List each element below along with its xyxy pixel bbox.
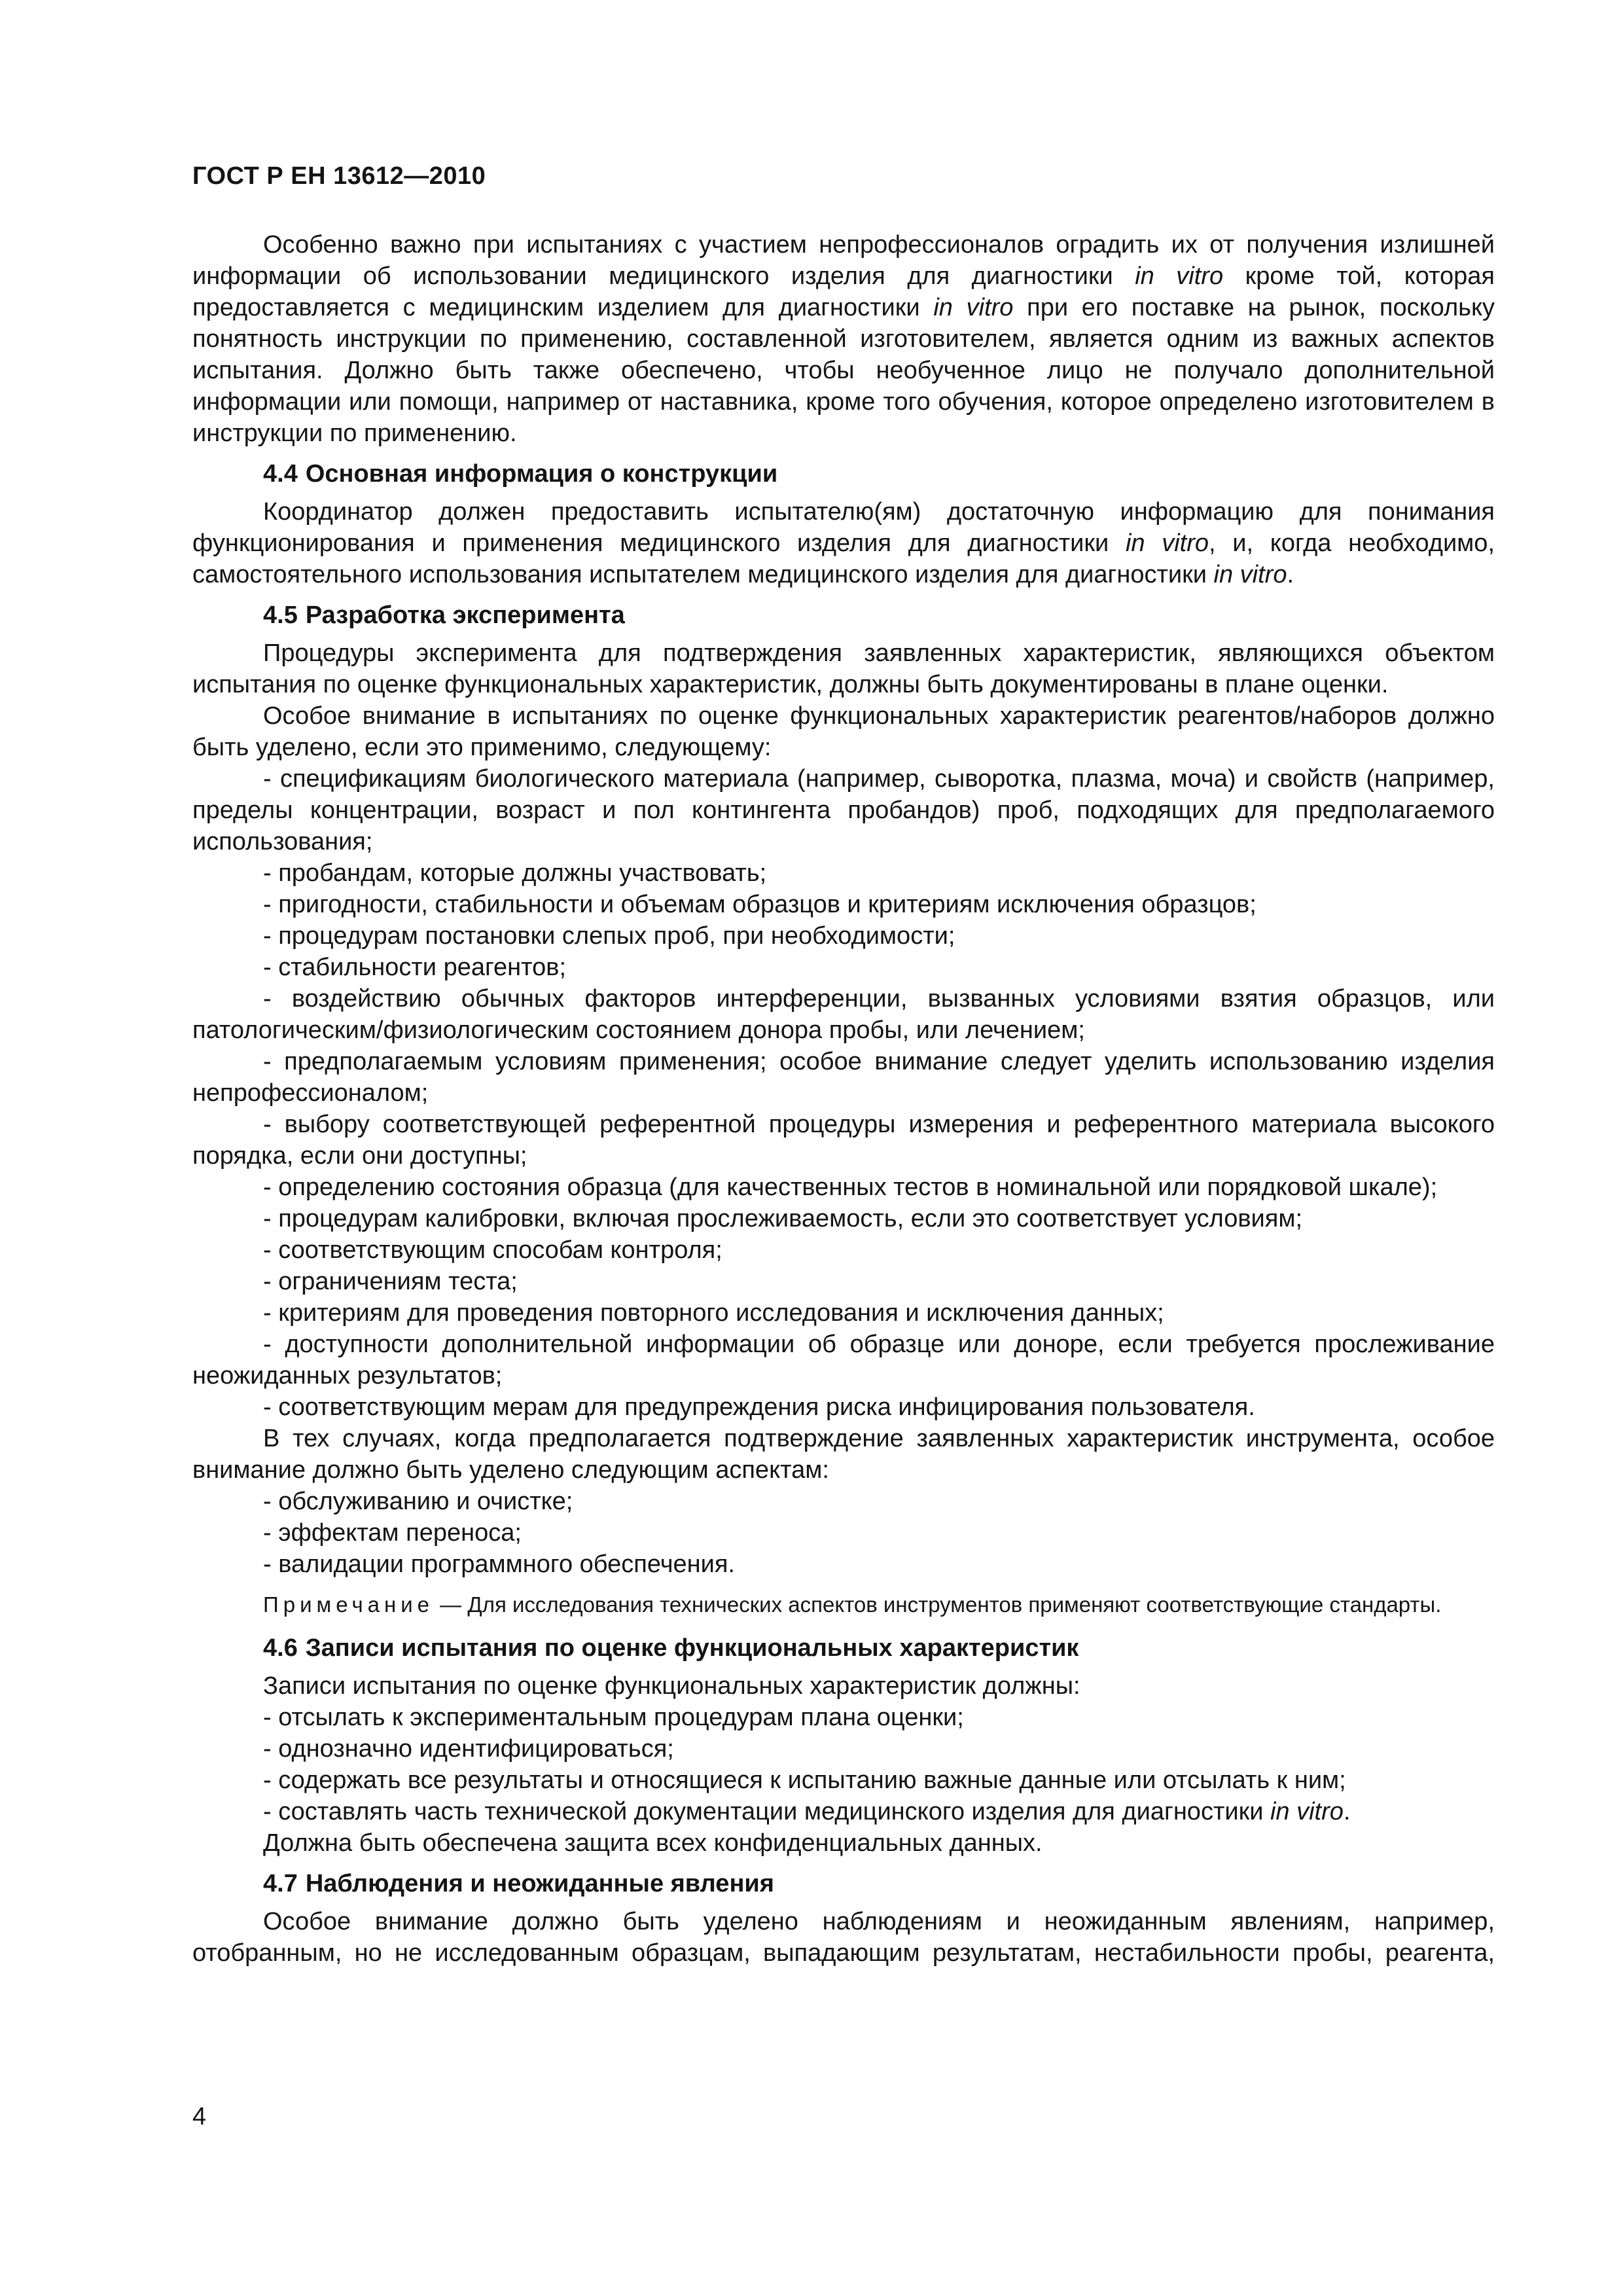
section-4-7-paragraph: Особое внимание должно быть уделено наблюдениям и неожиданным явлениям, например, отобранным, но не исследованным образцам, выпадающим результатам, нестабильности пробы, реагента,	[192, 1908, 1495, 1967]
list-item: - соответствующим мерам для предупреждения риска инфицирования пользователя.	[263, 1393, 1255, 1421]
list-item: - однозначно идентифицироваться;	[263, 1735, 674, 1763]
list-item: - валидации программного обеспечения.	[263, 1551, 735, 1578]
list-item: - процедурам калибровки, включая прослеживаемость, если это соответствует условиям;	[263, 1205, 1303, 1232]
list-item: - стабильности реагентов;	[263, 954, 566, 981]
section-4-5-note: Примечание — Для исследования технических аспектов инструментов применяют соответствующие стандарты.	[263, 1592, 1442, 1617]
section-4-6-heading: 4.6 Записи испытания по оценке функциональных характеристик	[263, 1634, 1079, 1662]
section-4-6-paragraph-2: Должна быть обеспечена защита всех конфиденциальных данных.	[263, 1829, 1043, 1857]
section-4-4-heading: 4.4 Основная информация о конструкции	[263, 460, 778, 488]
list-item: - доступности дополнительной информации об образце или доноре, если требуется прослеживание неожиданных результатов;	[192, 1331, 1495, 1390]
section-4-7-heading: 4.7 Наблюдения и неожиданные явления	[263, 1870, 774, 1897]
list-item: - определению состояния образца (для качественных тестов в номинальной или порядковой шкале);	[263, 1174, 1438, 1201]
list-item: - отсылать к экспериментальным процедурам плана оценки;	[263, 1704, 964, 1731]
list-item: - содержать все результаты и относящиеся к испытанию важные данные или отсылать к ним;	[263, 1767, 1346, 1794]
section-4-5-heading: 4.5 Разработка эксперимента	[263, 601, 625, 629]
document-code-header: ГОСТ Р ЕН 13612—2010	[192, 162, 486, 190]
intro-paragraph: Особенно важно при испытаниях с участием непрофессионалов оградить их от получения излишней информации об использовании медицинского изделия для диагностики in vitro кроме той, которая предоставляется с медицинским изделием для диагностики in vitro при его поставке на рынок, поскольку понятность инструкции по применению, составленной изготовителем, является одним из важных аспектов испытания. Должно быть также обеспечено, чтобы необученное лицо не получало дополнительной информации или помощи, например от наставника, кроме того обучения, которое определено изготовителем в инструкции по применению.	[192, 231, 1495, 447]
list-item: - выбору соответствующей референтной процедуры измерения и референтного материала высокого порядка, если они доступны;	[192, 1111, 1495, 1170]
list-item: - процедурам постановки слепых проб, при необходимости;	[263, 922, 955, 950]
list-item: - эффектам переноса;	[263, 1519, 522, 1547]
list-item: - воздействию обычных факторов интерференции, вызванных условиями взятия образцов, или патологическим/физиологическим состоянием донора пробы, или лечением;	[192, 985, 1495, 1044]
list-item: - пригодности, стабильности и объемам образцов и критериям исключения образцов;	[263, 891, 1257, 918]
section-4-5-paragraph-1: Процедуры эксперимента для подтверждения заявленных характеристик, являющихся объектом испытания по оценке функциональных характеристик, должны быть документированы в плане оценки.	[192, 639, 1495, 698]
section-4-6-paragraph-1: Записи испытания по оценке функциональных характеристик должны:	[263, 1672, 1080, 1700]
list-item: - обслуживанию и очистке;	[263, 1488, 573, 1515]
list-item: - предполагаемым условиям применения; особое внимание следует уделить использованию изделия непрофессионалом;	[192, 1048, 1495, 1107]
section-4-5-paragraph-2: Особое внимание в испытаниях по оценке функциональных характеристик реагентов/наборов должно быть уделено, если это применимо, следующему:	[192, 702, 1495, 761]
section-4-5-paragraph-3: В тех случаях, когда предполагается подтверждение заявленных характеристик инструмента, особое внимание должно быть уделено следующим аспектам:	[192, 1425, 1495, 1484]
list-item: - составлять часть технической документации медицинского изделия для диагностики in vitro.	[263, 1798, 1351, 1825]
list-item: - пробандам, которые должны участвовать;	[263, 859, 767, 887]
page-number: 4	[192, 2103, 207, 2130]
list-item: - спецификациям биологического материала (например, сыворотка, плазма, моча) и свойств (например, пределы концентрации, возраст и пол контингента пробандов) проб, подходящих для предполагаемого использования;	[192, 765, 1495, 855]
list-item: - соответствующим способам контроля;	[263, 1236, 722, 1264]
section-4-4-paragraph: Координатор должен предоставить испытателю(ям) достаточную информацию для понимания функционирования и применения медицинского изделия для диагностики in vitro, и, когда необходимо, самостоятельного использования испытателем медицинского изделия для диагностики in vitro.	[192, 498, 1495, 588]
document-body	[192, 229, 1495, 1969]
list-item: - критериям для проведения повторного исследования и исключения данных;	[263, 1299, 1164, 1327]
list-item: - ограничениям теста;	[263, 1268, 518, 1295]
